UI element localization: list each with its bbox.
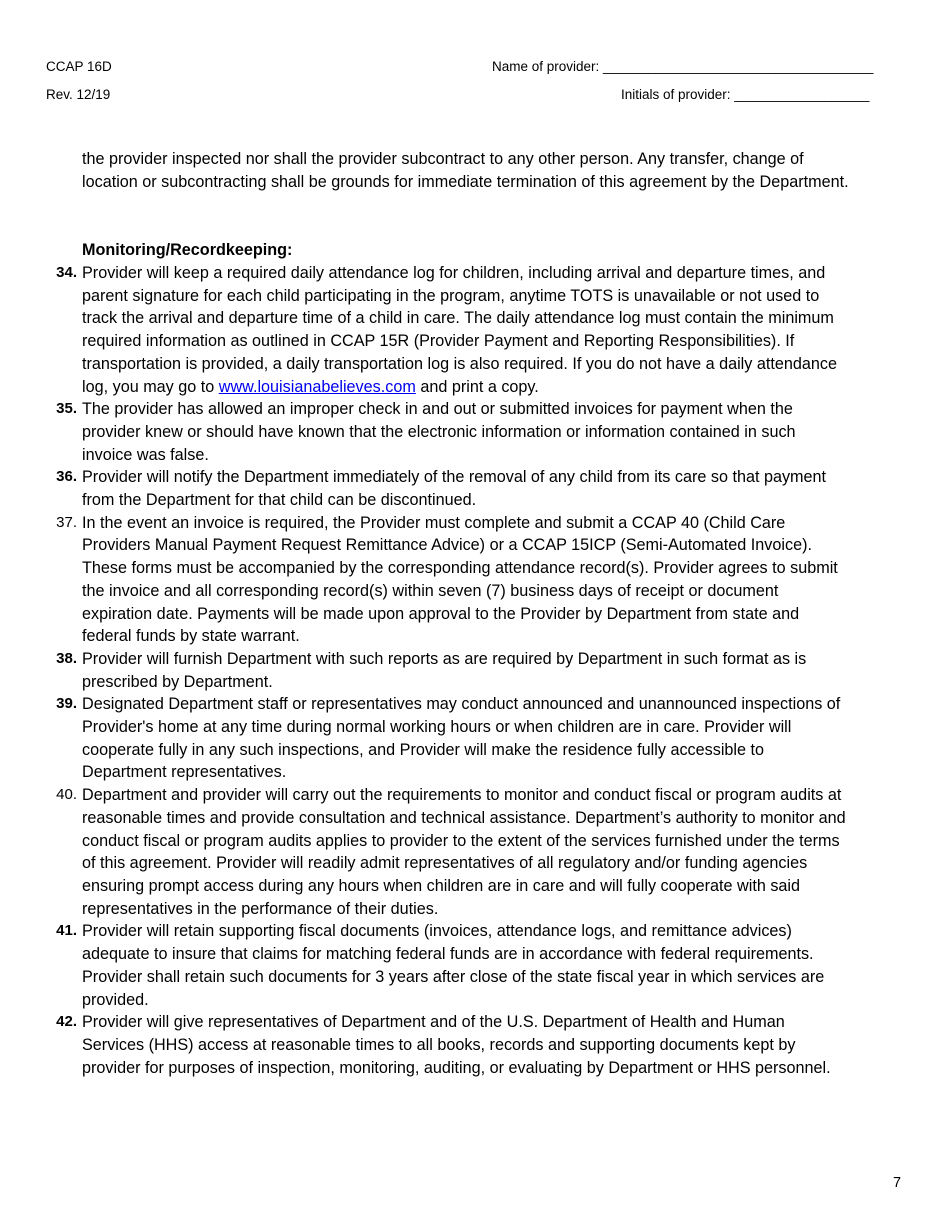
- item-number: 39.: [56, 695, 77, 713]
- item-text: Department and provider will carry out the requirements to monitor and conduct fiscal or program audits at reasonable times and provide consultation and technical assistance. Department’s authority to monitor and conduct fiscal or program audits applies to provider to the extent of the services furnished under the terms of this agreement. Provider will readily admit representatives of all regulatory and/or funding agencies ensuring prompt access during any hours when children are in care and will fully cooperate with said representatives in the performance of their duties.: [82, 786, 846, 918]
- item-text: The provider has allowed an improper check in and out or submitted invoices for payment when the provider knew or should have known that the electronic information or information contained in such invoice was false.: [82, 400, 796, 464]
- list-item-41: [30, 920, 850, 1011]
- list-item-35: [30, 398, 850, 466]
- list-item-40: [30, 784, 850, 920]
- form-id: CCAP 16D: [46, 59, 112, 74]
- page-number: 7: [893, 1175, 902, 1191]
- item-text: Provider will retain supporting fiscal documents (invoices, attendance logs, and remittance advices) adequate to insure that claims for matching federal funds are in accordance with federal requirements. Provider shall retain such documents for 3 years after close of the state fiscal year in which services are provided.: [82, 922, 825, 1009]
- list-item-34: [30, 262, 850, 398]
- item-text: In the event an invoice is required, the Provider must complete and submit a CCAP 40 (Child Care Providers Manual Payment Request Remittance Advice) or a CCAP 15ICP (Semi-Automated Invoice). These forms must be accompanied by the corresponding attendance record(s). Provider agrees to submit the invoice and all corresponding record(s) within seven (7) business days of receipt or document expiration date. Payments will be made upon approval to the Provider by Department from state and federal funds by state warrant.: [82, 513, 838, 646]
- list-item-38: [30, 648, 850, 693]
- agreement-items-list: [30, 262, 850, 1079]
- item-text: Provider will keep a required daily attendance log for children, including arrival and departure times, and parent signature for each child participating in the program, anytime TOTS is unavailable or not used to track the arrival and departure time of a child in care. The daily attendance log must contain the minimum required information as outlined in CCAP 15R (Provider Payment and Reporting Responsibilities). If transportation is provided, a daily transportation log is also required. If you do not have a daily attendance log, you may go to: [82, 264, 837, 396]
- list-item-37: [30, 512, 850, 648]
- item-text: Provider will notify the Department immediately of the removal of any child from its care so that payment from the Department for that child can be discontinued.: [82, 468, 827, 510]
- list-item-36: [30, 466, 850, 511]
- item-number: 41.: [56, 922, 77, 940]
- revision-date: Rev. 12/19: [46, 87, 111, 102]
- continued-paragraph: the provider inspected nor shall the provider subcontract to any other person. Any transfer, change of location or subcontracting shall be grounds for immediate termination of this agreement by the Department.: [82, 150, 849, 191]
- item-number: 36.: [56, 468, 77, 486]
- section-heading: Monitoring/Recordkeeping:: [82, 241, 293, 259]
- item-number: 38.: [56, 649, 77, 667]
- list-item-39: [30, 693, 850, 784]
- louisianabelieves-link[interactable]: www.louisianabelieves.com: [218, 377, 416, 396]
- item-text: Designated Department staff or representatives may conduct announced and unannounced inspections of Provider's home at any time during normal working hours or when children are in care. Provider will cooperate fully in any such inspections, and Provider will make the residence fully accessible to Department representatives.: [82, 695, 841, 782]
- initials-of-provider-field: Initials of provider: __________________: [621, 87, 870, 102]
- item-text-tail: and print a copy.: [415, 377, 539, 396]
- item-text: Provider will give representatives of Department and of the U.S. Department of Health and Human Services (HHS) access at reasonable times to all books, records and supporting documents kept by provider for purposes of inspection, monitoring, auditing, or evaluating by Department or HHS personnel.: [82, 1013, 831, 1077]
- item-number: 37.: [56, 513, 77, 531]
- item-number: 40.: [56, 786, 77, 804]
- item-number: 35.: [56, 400, 77, 418]
- item-number: 42.: [56, 1013, 77, 1031]
- name-of-provider-field: Name of provider: ____________________________________: [492, 59, 874, 74]
- list-item-42: [30, 1011, 850, 1079]
- item-number: 34.: [56, 264, 77, 281]
- item-text: Provider will furnish Department with such reports as are required by Department in such format as is prescribed by Department.: [82, 649, 807, 691]
